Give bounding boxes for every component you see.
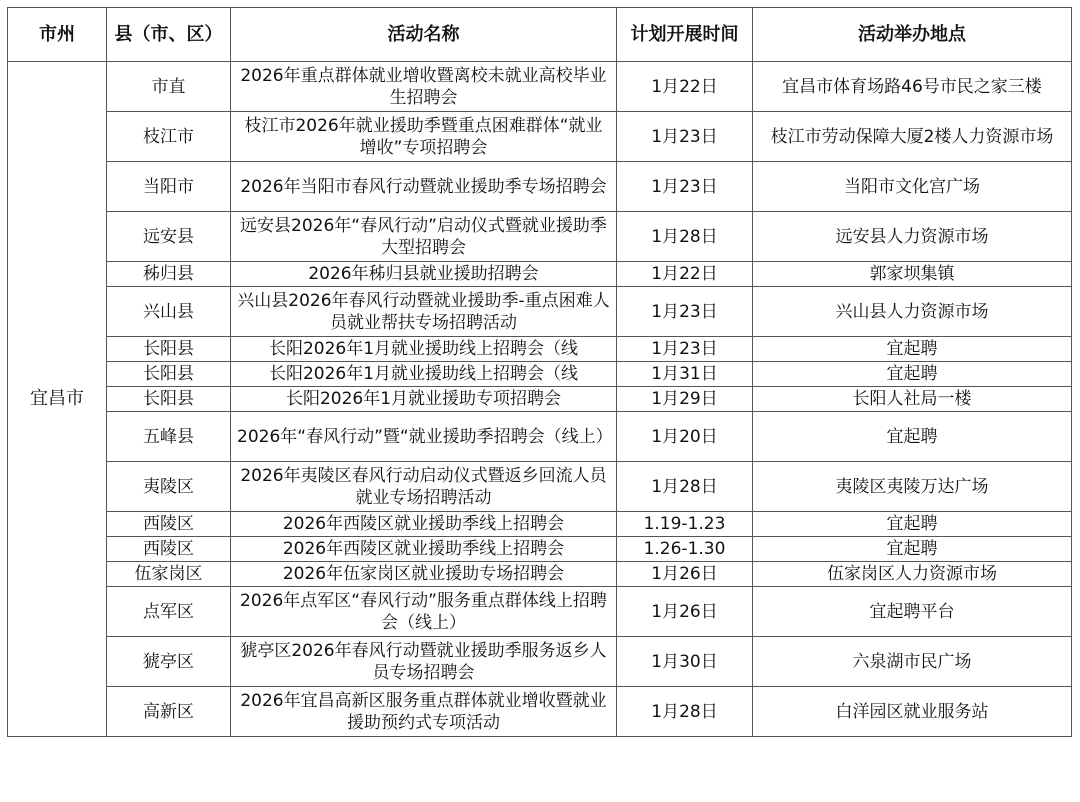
- table-row: [8, 462, 1072, 512]
- header-city: 市州: [8, 8, 107, 62]
- city-cell: 宜昌市: [8, 62, 107, 737]
- county-cell: 兴山县: [107, 287, 231, 337]
- location-cell: 长阳人社局一楼: [753, 387, 1072, 412]
- county-cell: 长阳县: [107, 362, 231, 387]
- location-cell: 宜昌市体育场路46号市民之家三楼: [753, 62, 1072, 112]
- location-cell: 枝江市劳动保障大厦2楼人力资源市场: [753, 112, 1072, 162]
- header-county: 县（市、区）: [107, 8, 231, 62]
- header-row: [8, 8, 1072, 62]
- activity-cell: 2026年“春风行动”暨“就业援助季招聘会（线上）: [231, 412, 617, 462]
- date-cell: 1月20日: [617, 412, 753, 462]
- county-cell: 伍家岗区: [107, 562, 231, 587]
- date-cell: 1月29日: [617, 387, 753, 412]
- activity-cell: 2026年西陵区就业援助季线上招聘会: [231, 537, 617, 562]
- header-activity: 活动名称: [231, 8, 617, 62]
- date-cell: 1月26日: [617, 562, 753, 587]
- date-cell: 1月28日: [617, 462, 753, 512]
- activity-cell: 2026年重点群体就业增收暨离校未就业高校毕业生招聘会: [231, 62, 617, 112]
- date-cell: 1月22日: [617, 62, 753, 112]
- location-cell: 当阳市文化宫广场: [753, 162, 1072, 212]
- county-cell: 猇亭区: [107, 637, 231, 687]
- date-cell: 1月26日: [617, 587, 753, 637]
- table-row: [8, 162, 1072, 212]
- activity-cell: 2026年当阳市春风行动暨就业援助季专场招聘会: [231, 162, 617, 212]
- table-row: [8, 637, 1072, 687]
- location-cell: 宜起聘: [753, 512, 1072, 537]
- location-cell: 宜起聘: [753, 362, 1072, 387]
- activity-cell: 2026年西陵区就业援助季线上招聘会: [231, 512, 617, 537]
- activity-cell: 长阳2026年1月就业援助专项招聘会: [231, 387, 617, 412]
- activity-cell: 枝江市2026年就业援助季暨重点困难群体“就业增收”专项招聘会: [231, 112, 617, 162]
- activity-cell: 长阳2026年1月就业援助线上招聘会（线: [231, 362, 617, 387]
- date-cell: 1月23日: [617, 287, 753, 337]
- activity-cell: 2026年夷陵区春风行动启动仪式暨返乡回流人员就业专场招聘活动: [231, 462, 617, 512]
- county-cell: 五峰县: [107, 412, 231, 462]
- county-cell: 长阳县: [107, 387, 231, 412]
- county-cell: 远安县: [107, 212, 231, 262]
- activity-cell: 2026年秭归县就业援助招聘会: [231, 262, 617, 287]
- location-cell: 伍家岗区人力资源市场: [753, 562, 1072, 587]
- table-row: [8, 537, 1072, 562]
- county-cell: 秭归县: [107, 262, 231, 287]
- county-cell: 西陵区: [107, 512, 231, 537]
- header-date: 计划开展时间: [617, 8, 753, 62]
- location-cell: 郭家坝集镇: [753, 262, 1072, 287]
- activity-cell: 长阳2026年1月就业援助线上招聘会（线: [231, 337, 617, 362]
- location-cell: 六泉湖市民广场: [753, 637, 1072, 687]
- table-row: [8, 562, 1072, 587]
- table-row: [8, 287, 1072, 337]
- location-cell: 宜起聘平台: [753, 587, 1072, 637]
- date-cell: 1月23日: [617, 112, 753, 162]
- date-cell: 1月28日: [617, 212, 753, 262]
- date-cell: 1月23日: [617, 337, 753, 362]
- table-row: [8, 337, 1072, 362]
- county-cell: 市直: [107, 62, 231, 112]
- county-cell: 西陵区: [107, 537, 231, 562]
- date-cell: 1.26-1.30: [617, 537, 753, 562]
- table-row: [8, 512, 1072, 537]
- location-cell: 宜起聘: [753, 337, 1072, 362]
- header-location: 活动举办地点: [753, 8, 1072, 62]
- county-cell: 夷陵区: [107, 462, 231, 512]
- date-cell: 1.19-1.23: [617, 512, 753, 537]
- activity-cell: 2026年宜昌高新区服务重点群体就业增收暨就业援助预约式专项活动: [231, 687, 617, 737]
- activity-cell: 2026年伍家岗区就业援助专场招聘会: [231, 562, 617, 587]
- activity-cell: 远安县2026年“春风行动”启动仪式暨就业援助季大型招聘会: [231, 212, 617, 262]
- location-cell: 兴山县人力资源市场: [753, 287, 1072, 337]
- location-cell: 远安县人力资源市场: [753, 212, 1072, 262]
- table-row: [8, 587, 1072, 637]
- county-cell: 点军区: [107, 587, 231, 637]
- table-row: [8, 687, 1072, 737]
- location-cell: 白洋园区就业服务站: [753, 687, 1072, 737]
- table-row: [8, 412, 1072, 462]
- table-row: [8, 62, 1072, 112]
- location-cell: 夷陵区夷陵万达广场: [753, 462, 1072, 512]
- activity-cell: 猇亭区2026年春风行动暨就业援助季服务返乡人员专场招聘会: [231, 637, 617, 687]
- table-row: [8, 212, 1072, 262]
- recruitment-events-table: [7, 7, 1072, 737]
- county-cell: 枝江市: [107, 112, 231, 162]
- date-cell: 1月23日: [617, 162, 753, 212]
- date-cell: 1月22日: [617, 262, 753, 287]
- county-cell: 当阳市: [107, 162, 231, 212]
- table-row: [8, 387, 1072, 412]
- date-cell: 1月31日: [617, 362, 753, 387]
- table-row: [8, 362, 1072, 387]
- date-cell: 1月28日: [617, 687, 753, 737]
- activity-cell: 兴山县2026年春风行动暨就业援助季-重点困难人员就业帮扶专场招聘活动: [231, 287, 617, 337]
- table-row: [8, 262, 1072, 287]
- location-cell: 宜起聘: [753, 537, 1072, 562]
- activity-cell: 2026年点军区“春风行动”服务重点群体线上招聘会（线上）: [231, 587, 617, 637]
- county-cell: 高新区: [107, 687, 231, 737]
- date-cell: 1月30日: [617, 637, 753, 687]
- county-cell: 长阳县: [107, 337, 231, 362]
- table-row: [8, 112, 1072, 162]
- location-cell: 宜起聘: [753, 412, 1072, 462]
